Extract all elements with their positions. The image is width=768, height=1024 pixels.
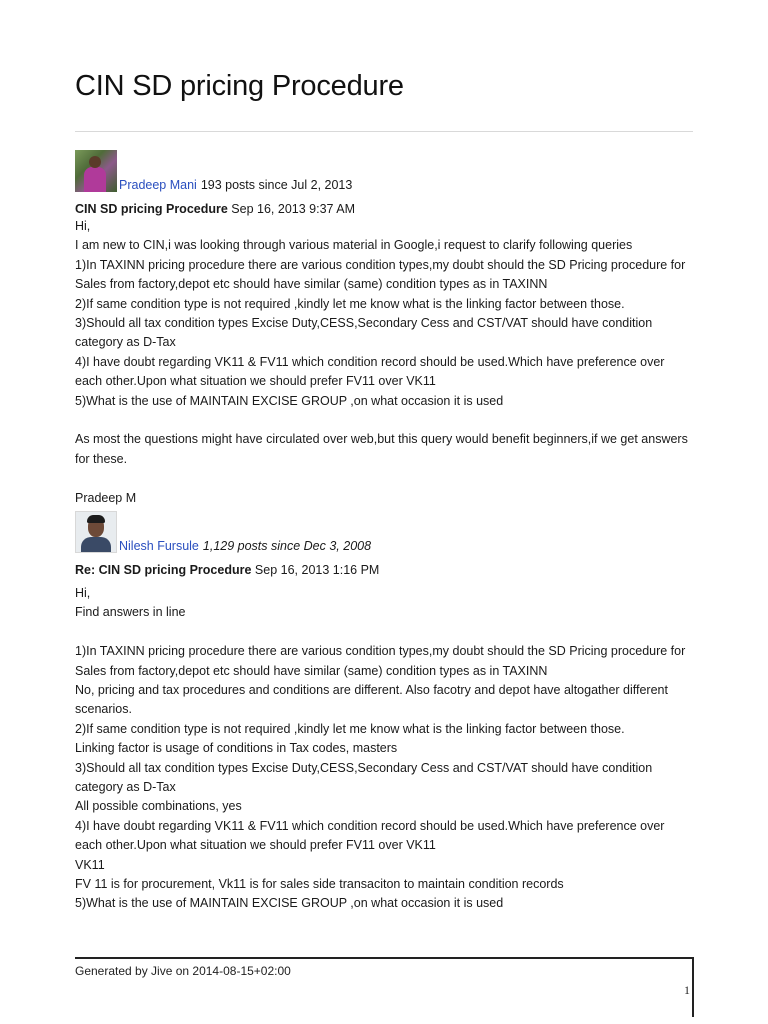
post-line: I am new to CIN,i was looking through various material in Google,i request to clarify following queries bbox=[75, 238, 633, 253]
avatar[interactable] bbox=[75, 511, 117, 553]
post-line: Linking factor is usage of conditions in Tax codes, masters bbox=[75, 741, 398, 756]
footer-vertical-divider bbox=[692, 957, 694, 1017]
post-subject: Re: CIN SD pricing Procedure bbox=[75, 563, 252, 577]
post-signature: Pradeep M bbox=[75, 490, 137, 505]
post-line: 2)If same condition type is not required ,kindly let me know what is the linking factor between those. bbox=[75, 296, 625, 311]
page-title: CIN SD pricing Procedure bbox=[75, 70, 404, 102]
post-body bbox=[75, 584, 695, 914]
post-author-row bbox=[75, 511, 371, 553]
post-line: All possible combinations, yes bbox=[75, 799, 242, 814]
footer-generated-text: Generated by Jive on 2014-08-15+02:00 bbox=[75, 964, 291, 978]
post-author-row bbox=[75, 150, 352, 192]
post-body bbox=[75, 217, 695, 508]
post-line: Hi, bbox=[75, 586, 91, 600]
post-line: 2)If same condition type is not required ,kindly let me know what is the linking factor between those. bbox=[75, 721, 625, 736]
post-line: 5)What is the use of MAINTAIN EXCISE GROUP ,on what occasion it is used bbox=[75, 896, 504, 911]
footer-divider bbox=[75, 957, 693, 959]
post-line: Sales from factory,depot etc should have similar (same) condition types as in TAXINN bbox=[75, 663, 548, 678]
post-line: 5)What is the use of MAINTAIN EXCISE GROUP ,on what occasion it is used bbox=[75, 393, 504, 408]
post-subject: CIN SD pricing Procedure bbox=[75, 202, 228, 216]
post-header bbox=[75, 202, 355, 216]
post-line: each other.Upon what situation we should prefer FV11 over VK11 bbox=[75, 838, 436, 853]
post-line: scenarios. bbox=[75, 702, 132, 717]
post-date: Sep 16, 2013 1:16 PM bbox=[254, 563, 380, 577]
post-line: As most the questions might have circulated over web,but this query would benefit beginners,if we get answers bbox=[75, 432, 688, 447]
post-line: 4)I have doubt regarding VK11 & FV11 which condition record should be used.Which have preference over bbox=[75, 818, 665, 833]
post-header bbox=[75, 563, 379, 577]
author-link[interactable]: Nilesh Fursule bbox=[119, 539, 199, 553]
post-line: Sales from factory,depot etc should have similar (same) condition types as in TAXINN bbox=[75, 277, 548, 292]
post-line: 1)In TAXINN pricing procedure there are various condition types,my doubt should the SD Pricing procedure for bbox=[75, 257, 686, 272]
post-line: for these. bbox=[75, 451, 128, 466]
author-link[interactable]: Pradeep Mani bbox=[119, 178, 197, 192]
post-line: 3)Should all tax condition types Excise Duty,CESS,Secondary Cess and CST/VAT should have condition bbox=[75, 760, 653, 775]
post-line: 4)I have doubt regarding VK11 & FV11 which condition record should be used.Which have preference over bbox=[75, 354, 665, 369]
post-line: VK11 bbox=[75, 857, 105, 872]
avatar[interactable] bbox=[75, 150, 117, 192]
post-line: category as D-Tax bbox=[75, 780, 176, 795]
post-line: 1)In TAXINN pricing procedure there are various condition types,my doubt should the SD Pricing procedure for bbox=[75, 644, 686, 659]
post-line: No, pricing and tax procedures and conditions are different. Also facotry and depot have altogather different bbox=[75, 683, 668, 698]
post-date: Sep 16, 2013 9:37 AM bbox=[231, 202, 356, 216]
post-line: each other.Upon what situation we should prefer FV11 over VK11 bbox=[75, 374, 436, 389]
title-divider bbox=[75, 131, 693, 132]
post-line: category as D-Tax bbox=[75, 335, 176, 350]
post-line: 3)Should all tax condition types Excise Duty,CESS,Secondary Cess and CST/VAT should have condition bbox=[75, 316, 653, 331]
author-post-count: 1,129 posts since Dec 3, 2008 bbox=[202, 539, 372, 553]
page-number: 1 bbox=[684, 983, 690, 997]
author-post-count: 193 posts since Jul 2, 2013 bbox=[200, 178, 353, 192]
post-line: Hi, bbox=[75, 219, 91, 233]
post-line: FV 11 is for procurement, Vk11 is for sales side transaciton to maintain condition records bbox=[75, 877, 564, 892]
post-line: Find answers in line bbox=[75, 605, 186, 620]
